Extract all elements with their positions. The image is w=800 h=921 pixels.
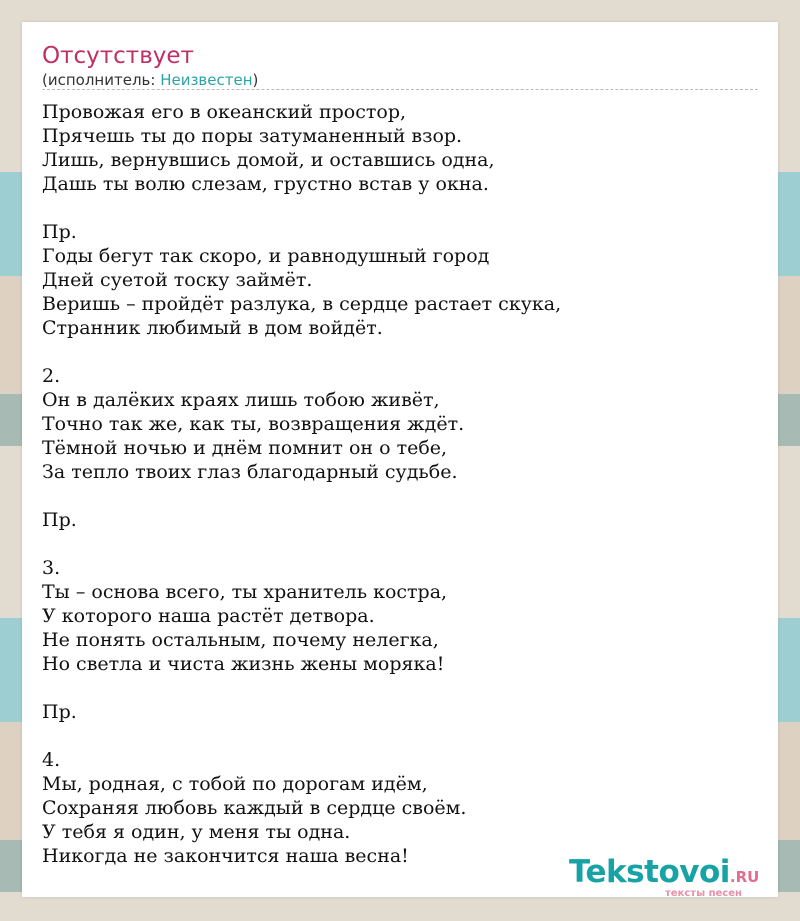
lyrics-blank-line [42,724,758,748]
lyrics-line: За тепло твоих глаз благодарный судьбе. [42,461,458,483]
lyrics-line: Никогда не закончится наша весна! [42,845,409,867]
lyrics-line: Пр. [42,701,77,723]
artist-line [42,70,258,90]
song-title: Отсутствует [42,43,194,69]
lyrics-line: 3. [42,557,61,579]
lyrics-line: 2. [42,365,61,387]
lyrics-line: Провожая его в океанский простор, [42,101,407,123]
lyrics-line: Точно так же, как ты, возвращения ждёт. [42,413,465,435]
lyrics-line: 4. [42,749,61,771]
lyrics-card [22,22,778,897]
lyrics-text [42,100,758,868]
lyrics-line: Прячешь ты до поры затуманенный взор. [42,125,463,147]
title-divider [42,89,758,90]
logo-tld: .RU [729,868,760,886]
lyrics-line: Годы бегут так скоро, и равнодушный город [42,245,490,267]
lyrics-blank-line [42,484,758,508]
lyrics-line: У которого наша растёт детвора. [42,605,375,627]
lyrics-line: У тебя я один, у меня ты одна. [42,821,351,843]
lyrics-line: Тёмной ночью и днём помнит он о тебе, [42,437,448,459]
lyrics-line: Пр. [42,221,77,243]
artist-prefix: (исполнитель: [42,71,161,89]
lyrics-line: Веришь – пройдёт разлука, в сердце растает скука, [42,293,562,315]
lyrics-line: Не понять остальным, почему нелегка, [42,629,439,651]
artist-link[interactable]: Неизвестен [160,71,253,89]
lyrics-line: Но светла и чиста жизнь жены моряка! [42,653,445,675]
lyrics-blank-line [42,196,758,220]
lyrics-line: Он в далёких краях лишь тобою живёт, [42,389,440,411]
lyrics-line: Лишь, вернувшись домой, и оставшись одна, [42,149,495,171]
lyrics-line: Ты – основа всего, ты хранитель костра, [42,581,448,603]
lyrics-blank-line [42,676,758,700]
lyrics-blank-line [42,340,758,364]
tekstovoi-logo[interactable] [569,854,774,898]
logo-name: Tekstovoi [569,854,730,890]
lyrics-line: Дашь ты волю слезам, грустно встав у окна. [42,173,489,195]
lyrics-line: Мы, родная, с тобой по дорогам идём, [42,773,428,795]
lyrics-line: Странник любимый в дом войдёт. [42,317,383,339]
lyrics-line: Пр. [42,509,77,531]
lyrics-blank-line [42,532,758,556]
lyrics-line: Сохраняя любовь каждый в сердце своём. [42,797,467,819]
lyrics-line: Дней суетой тоску займёт. [42,269,313,291]
artist-suffix: ) [252,71,259,89]
logo-tagline: тексты песен [665,888,742,899]
